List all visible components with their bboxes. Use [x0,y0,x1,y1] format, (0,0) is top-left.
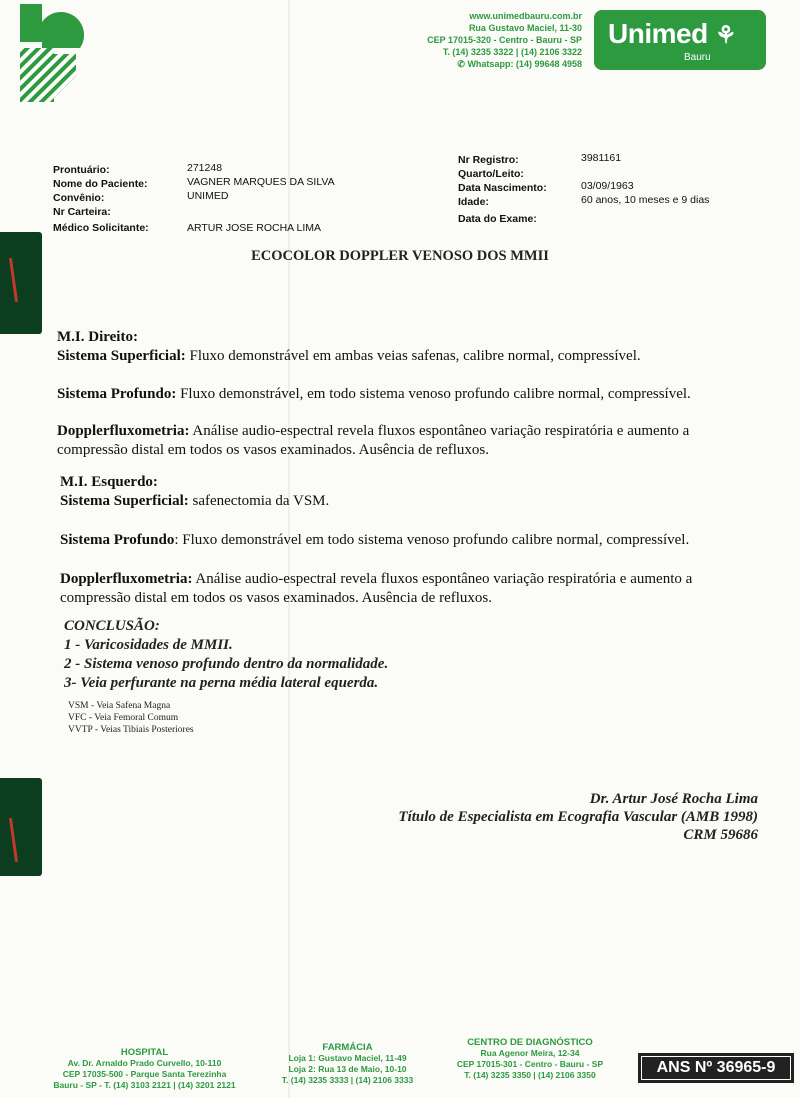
patient-values-left [187,161,335,235]
whatsapp-icon: ✆ [457,59,468,69]
header-website: www.unimedbauru.com.br [469,11,582,21]
farmacia-line: T. (14) 3235 3333 | (14) 2106 3333 [281,1075,414,1085]
header-contact [427,10,582,70]
footer-diagnostico [440,1037,620,1081]
binder-clip [0,778,42,876]
left-superficial-label: Sistema Superficial: [60,493,189,509]
unimed-brand-box [594,10,766,70]
exam-title: ECOCOLOR DOPPLER VENOSO DOS MMII [251,248,549,264]
farmacia-title: FARMÁCIA [322,1042,373,1053]
medico-value: ARTUR JOSE ROCHA LIMA [187,222,321,234]
idade-label: Idade: [458,196,489,208]
prontuario-value: 271248 [187,162,223,174]
left-doppler-label: Dopplerfluxometria: [60,571,193,587]
registro-label: Nr Registro: [458,154,519,166]
header-cep: CEP 17015-320 - Centro - Bauru - SP [427,35,582,45]
left-heading: M.I. Esquerdo: [60,474,158,490]
right-superficial-text: Fluxo demonstrável em ambas veias safenas, calibre normal, compressível. [185,348,641,364]
footer-hospital [42,1047,247,1091]
hospital-line: Av. Dr. Arnaldo Prado Curvello, 10-110 [67,1058,222,1068]
right-profundo-label: Sistema Profundo: [57,386,177,402]
registro-value: 3981161 [581,152,622,164]
header-whatsapp: ✆ Whatsapp: (14) 99648 4958 [457,59,582,69]
patient-labels-left [53,163,149,235]
hospital-line: Bauru - SP - T. (14) 3103 2121 | (14) 3201 2121 [53,1080,236,1090]
nome-label: Nome do Paciente: [53,178,148,190]
right-doppler-text-2: compressão distal em todos os vasos examinados. Ausência de refluxos. [57,442,489,458]
right-leg-section [57,328,757,460]
farmacia-line: Loja 2: Rua 13 de Maio, 10-10 [288,1064,407,1074]
right-profundo-text: Fluxo demonstrável, em todo sistema venoso profundo calibre normal, compressível. [176,386,691,402]
header-address: Rua Gustavo Maciel, 11-30 [468,23,582,33]
convenio-value: UNIMED [187,190,229,202]
hospital-title: HOSPITAL [120,1047,169,1058]
diagnostico-title: CENTRO DE DIAGNÓSTICO [467,1037,593,1048]
prontuario-label: Prontuário: [53,164,110,176]
unimed-logo-icon [14,2,84,104]
conclusion-item: 3- Veia perfurante na perna média lateral equerda. [64,675,379,691]
hospital-line: CEP 17035-500 - Parque Santa Terezinha [62,1069,227,1079]
medico-label: Médico Solicitante: [53,222,149,234]
left-doppler-text-1: Análise audio-espectral revela fluxos espontâneo variação respiratória e aumento a [192,571,693,587]
signature-block [318,790,758,844]
left-leg-section [60,473,760,608]
conclusion-heading: CONCLUSÃO: [64,618,160,634]
nascimento-label: Data Nascimento: [458,182,547,194]
idade-value: 60 anos, 10 meses e 9 dias [581,194,710,206]
exame-label: Data do Exame: [458,213,537,225]
abbreviation-item: VVTP - Veias Tibiais Posteriores [68,725,194,735]
diagnostico-line: T. (14) 3235 3350 | (14) 2106 3350 [464,1070,596,1080]
conclusion-item: 1 - Varicosidades de MMII. [64,637,233,653]
header-phone: T. (14) 3235 3322 | (14) 2106 3322 [442,47,582,57]
brand-city: Bauru [684,52,711,63]
left-doppler-text-2: compressão distal em todos os vasos examinados. Ausência de refluxos. [60,590,492,606]
conclusion-item: 2 - Sistema venoso profundo dentro da normalidade. [64,656,389,672]
abbreviations [68,700,194,736]
signature-name: Dr. Artur José Rocha Lima [589,791,758,807]
right-heading: M.I. Direito: [57,329,138,345]
quarto-label: Quarto/Leito: [458,168,524,180]
right-superficial-label: Sistema Superficial: [57,348,186,364]
signature-crm: CRM 59686 [683,827,758,843]
footer-farmacia [265,1042,430,1086]
left-superficial-text: safenectomia da VSM. [188,493,330,509]
convenio-label: Convênio: [53,192,105,204]
abbreviation-item: VFC - Veia Femoral Comum [68,713,179,723]
patient-labels-right [458,153,547,226]
people-icon: ⚘ [714,22,736,49]
right-doppler-label: Dopplerfluxometria: [57,423,190,439]
nome-value: VAGNER MARQUES DA SILVA [187,176,335,188]
left-profundo-label: Sistema Profundo [60,532,175,548]
ans-badge: ANS Nº 36965-9 [638,1053,794,1083]
signature-title: Título de Especialista em Ecografia Vascular (AMB 1998) [398,809,758,825]
diagnostico-line: CEP 17015-301 - Centro - Bauru - SP [456,1059,604,1069]
abbreviation-item: VSM - Veia Safena Magna [68,701,171,711]
nascimento-value: 03/09/1963 [581,180,634,192]
left-profundo-text: : Fluxo demonstrável em todo sistema venoso profundo calibre normal, compressível. [174,532,690,548]
brand-name: Unimed ⚘ [608,18,736,49]
diagnostico-line: Rua Agenor Meira, 12-34 [480,1048,580,1058]
carteira-label: Nr Carteira: [53,206,111,218]
patient-values-right [581,151,709,207]
farmacia-line: Loja 1: Gustavo Maciel, 11-49 [288,1053,407,1063]
right-doppler-text-1: Análise audio-espectral revela fluxos espontâneo variação respiratória e aumento a [189,423,690,439]
conclusion-section [64,617,664,693]
